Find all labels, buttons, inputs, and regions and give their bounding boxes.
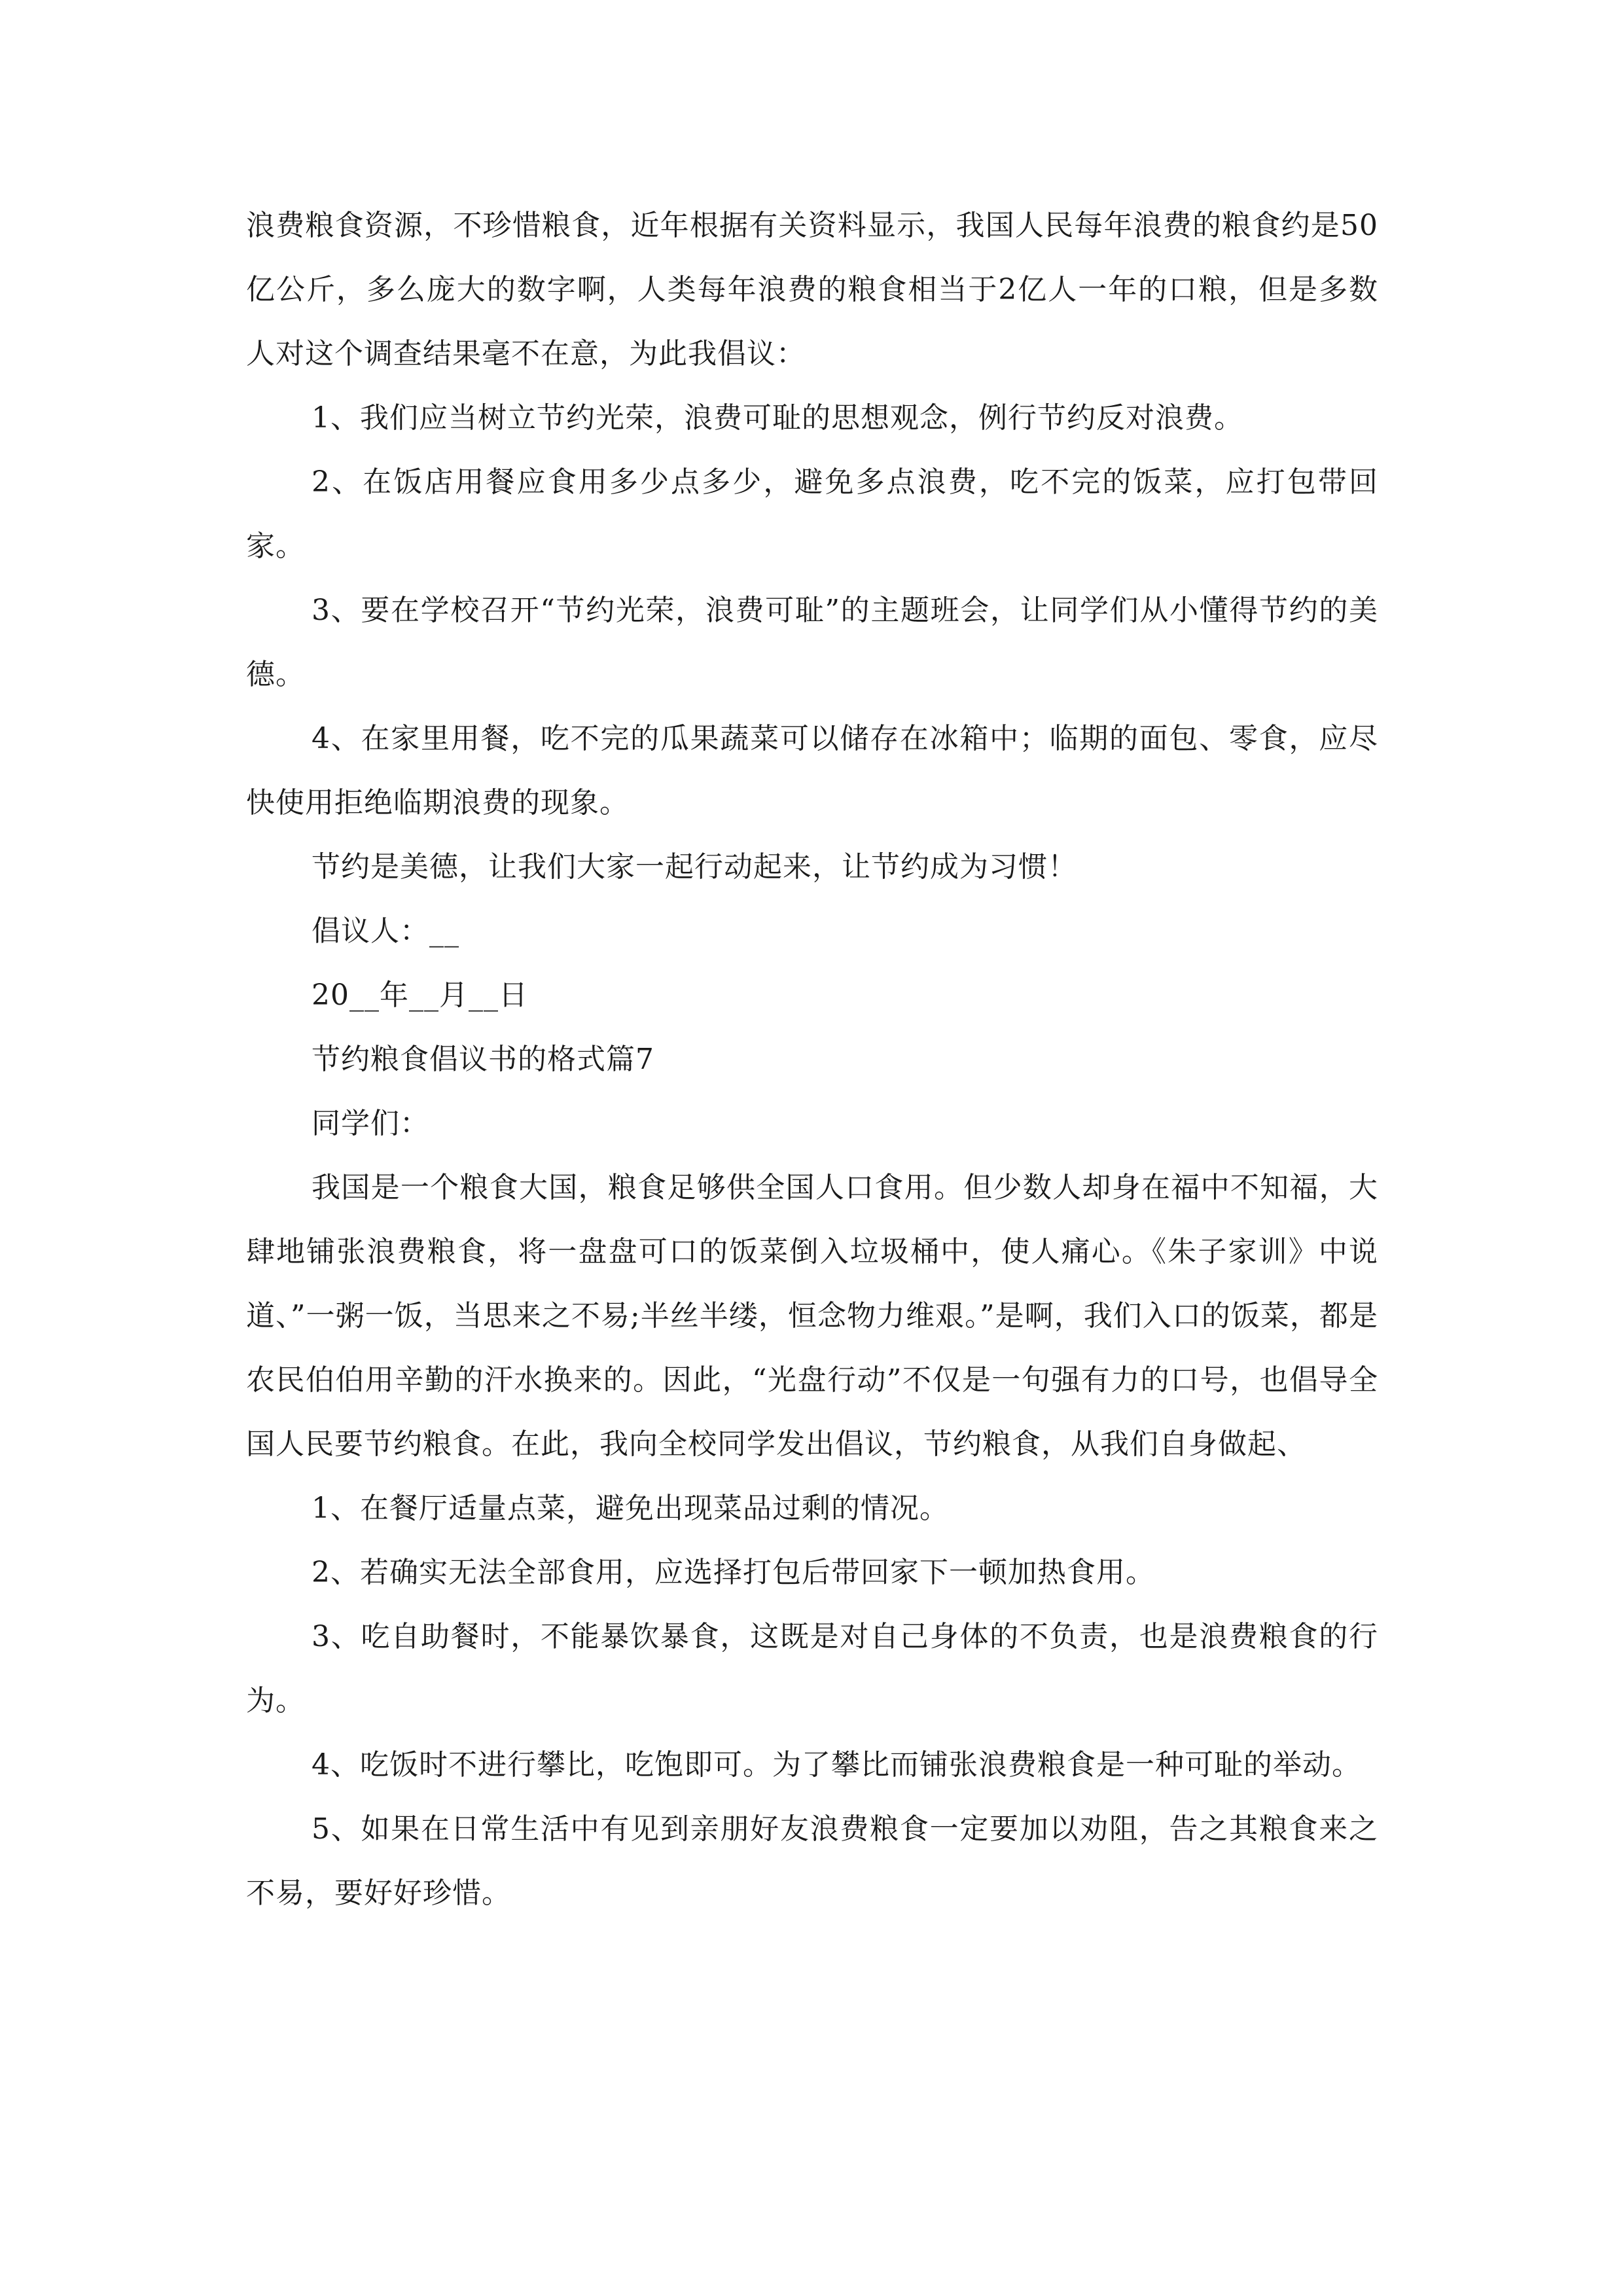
paragraph-closing: 节约是美德，让我们大家一起行动起来，让节约成为习惯！	[312, 850, 1077, 884]
paragraph-item-2b: 2、若确实无法全部食用，应选择打包后带回家下一顿加热食用。	[312, 1556, 1155, 1589]
paragraph-item-5b: 5、如果在日常生活中有见到亲朋好友浪费粮食一定要加以劝阻，告之其粮食来之不易，要好好珍惜。	[246, 1812, 1378, 1910]
paragraph-intro: 我国是一个粮食大国，粮食足够供全国人口食用。但少数人却身在福中不知福，大肆地铺张浪费粮食，将一盘盘可口的饭菜倒入垃圾桶中，使人痛心。《朱子家训》中说道、”一粥一饭，当思来之不易;半丝半缕，恒念物力维艰。”是啊，我们入口的饭菜，都是农民伯伯用辛勤的汗水换来的。因此，“光盘行动”不仅是一句强有力的口号，也倡导全国人民要节约粮食。在此，我向全校同学发出倡议，节约粮食，从我们自身做起、	[246, 1171, 1378, 1461]
paragraph-item-4b: 4、吃饭时不进行攀比，吃饱即可。为了攀比而铺张浪费粮食是一种可耻的举动。	[312, 1748, 1361, 1782]
section-heading: 节约粮食倡议书的格式篇7	[312, 1043, 654, 1076]
paragraph-item-4: 4、在家里用餐，吃不完的瓜果蔬菜可以储存在冰箱中；临期的面包、零食，应尽快使用拒绝临期浪费的现象。	[246, 722, 1378, 819]
paragraph-item-1b: 1、在餐厅适量点菜，避免出现菜品过剩的情况。	[312, 1492, 949, 1525]
salutation: 同学们：	[312, 1107, 429, 1140]
proposer-line: 倡议人：__	[312, 914, 459, 948]
paragraph-item-3b: 3、吃自助餐时，不能暴饮暴食，这既是对自己身体的不负责，也是浪费粮食的行为。	[246, 1620, 1378, 1717]
date-line: 20__年__月__日	[312, 978, 528, 1012]
document-body	[246, 194, 1378, 1926]
paragraph-continued: 浪费粮食资源，不珍惜粮食，近年根据有关资料显示，我国人民每年浪费的粮食约是50亿公斤，多么庞大的数字啊，人类每年浪费的粮食相当于2亿人一年的口粮，但是多数人对这个调查结果毫不在意，为此我倡议：	[246, 209, 1378, 370]
paragraph-item-3: 3、要在学校召开“节约光荣，浪费可耻”的主题班会，让同学们从小懂得节约的美德。	[246, 594, 1378, 691]
paragraph-item-2: 2、在饭店用餐应食用多少点多少，避免多点浪费，吃不完的饭菜，应打包带回家。	[246, 465, 1378, 563]
paragraph-item-1: 1、我们应当树立节约光荣，浪费可耻的思想观念，例行节约反对浪费。	[312, 401, 1243, 435]
